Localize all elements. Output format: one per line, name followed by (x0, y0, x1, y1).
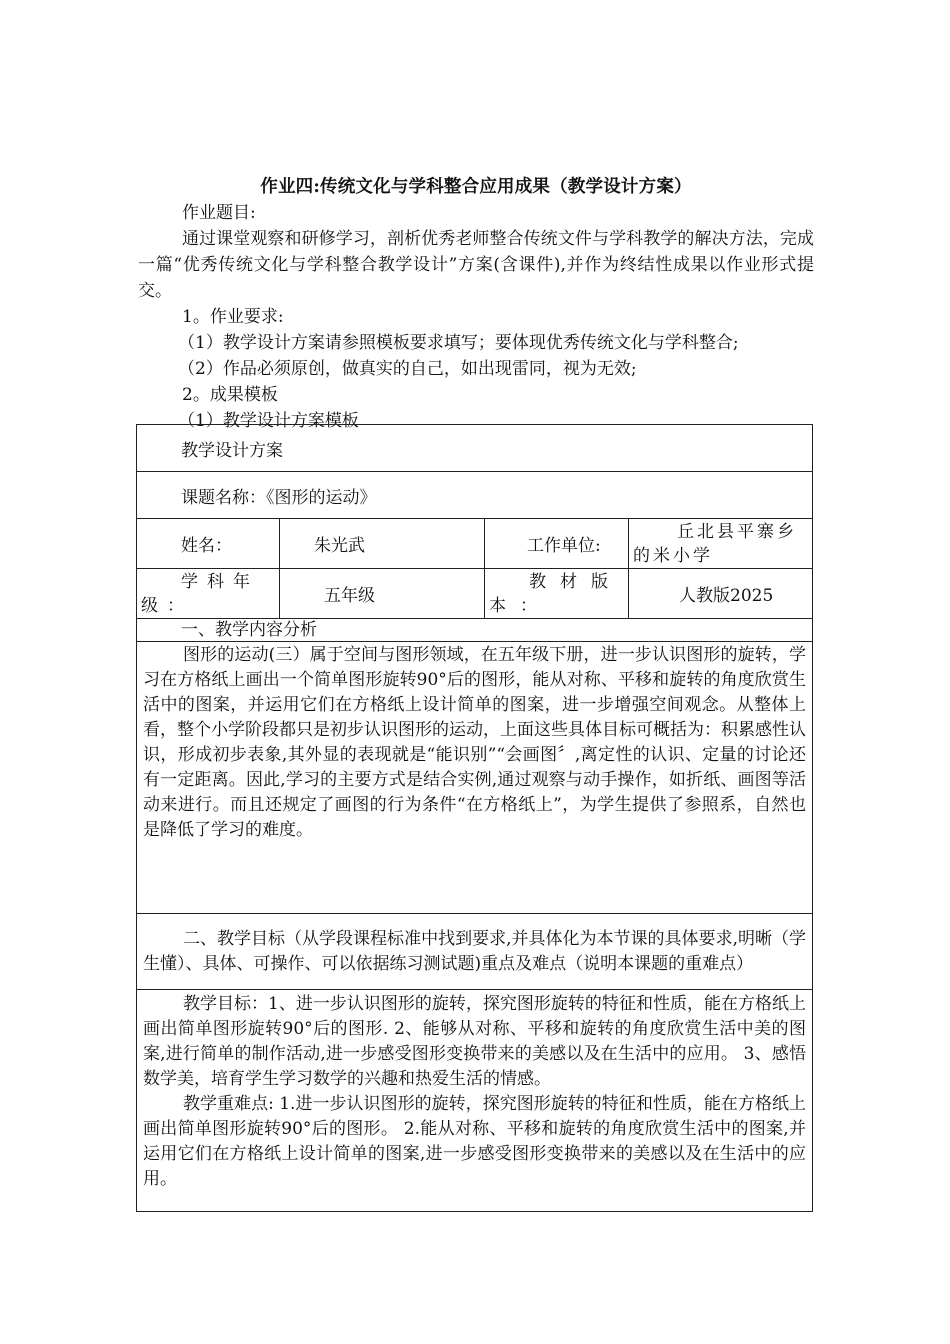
edition-label (485, 569, 629, 619)
requirement-1: （1）教学设计方案请参照模板要求填写；要体现优秀传统文化与学科整合; (178, 333, 739, 353)
grade-value: 五年级 (280, 569, 485, 619)
unit-value (629, 519, 813, 569)
template-subheading: （1）教学设计方案模板 (178, 411, 359, 431)
plan-title-cell: 教学设计方案 (137, 425, 813, 472)
name-label: 姓名： (137, 519, 280, 569)
assignment-description (138, 200, 814, 434)
course-name-cell: 课题名称：《图形的运动》 (137, 472, 813, 519)
document-title: 作业四:传统文化与学科整合应用成果（教学设计方案） (260, 177, 692, 197)
section-1-title: 一、教学内容分析 (137, 619, 813, 642)
unit-value-text: 丘北县平寨乡的米小学 (633, 521, 797, 566)
requirement-2: （2）作品必须原创，做真实的自己，如出现雷同，视为无效; (178, 359, 637, 379)
section-1-body (137, 642, 813, 914)
section-2-body (137, 990, 813, 1212)
unit-label: 工作单位: (485, 519, 629, 569)
requirements-heading: 1。作业要求: (182, 307, 284, 327)
template-heading: 2。成果模板 (182, 385, 278, 405)
section-2-title (137, 914, 813, 990)
edition-value: 人教版2025 (629, 569, 813, 619)
teaching-goals-text: 教学目标：1、进一步认识图形的旋转，探究图形旋转的特征和性质，能在方格纸上画出简单图形旋转90°后的图形. 2、能够从对称、平移和旋转的角度欣赏生活中美的图案,进行简单的制作活动,进一步感受图形变换带来的美感以及在生活中的应用。 3、感悟数学美，培育学生学习数学的兴趣和热爱生活的情感。 (143, 994, 806, 1089)
name-value: 朱光武 (280, 519, 485, 569)
key-points-text: 教学重难点: 1.进一步认识图形的旋转，探究图形旋转的特征和性质，能在方格纸上画出简单图形旋转90°后的图形。 2.能从对称、平移和旋转的角度欣赏生活中的图案,并运用它们在方格纸上设计简单的图案,进一步感受图形变换带来的美感以及在生活中的应用。 (143, 1094, 806, 1189)
teaching-plan-table (136, 424, 813, 1212)
grade-label (137, 569, 280, 619)
objectives-heading-text: 二、教学目标（从学段课程标准中找到要求,并具体化为本节课的具体要求,明晰（学生懂）、具体、可操作、可以依据练习测试题)重点及难点（说明本课题的重难点） (143, 928, 806, 974)
intro-paragraph: 通过课堂观察和研修学习，剖析优秀老师整合传统文件与学科教学的解决方法，完成一篇“优秀传统文化与学科整合教学设计”方案(含课件),并作为终结性成果以作业形式提交。 (138, 229, 814, 301)
grade-label-text: 学科年级： (141, 571, 259, 616)
topic-label: 作业题目: (182, 203, 256, 223)
content-analysis-text: 图形的运动(三）属于空间与图形领域，在五年级下册，进一步认识图形的旋转，学习在方格纸上画出一个简单图形旋转90°后的图形，能从对称、平移和旋转的角度欣赏生活中的图案，并运用它们在方格纸上设计简单的图案，进一步增强空间观念。从整体上看，整个小学阶段都只是初步认识图形的运动，上面这些具体目标可概括为：积累感性认识，形成初步表象,其外显的表现就是“能识别”“会画图〞,离定性的认识、定量的讨论还有一定距离。因此,学习的主要方式是结合实例,通过观察与动手操作，如折纸、画图等活动来进行。而且还规定了画图的行为条件“在方格纸上”，为学生提供了参照系，自然也是降低了学习的难度。 (143, 645, 806, 840)
edition-label-text: 教材版本： (489, 571, 622, 616)
